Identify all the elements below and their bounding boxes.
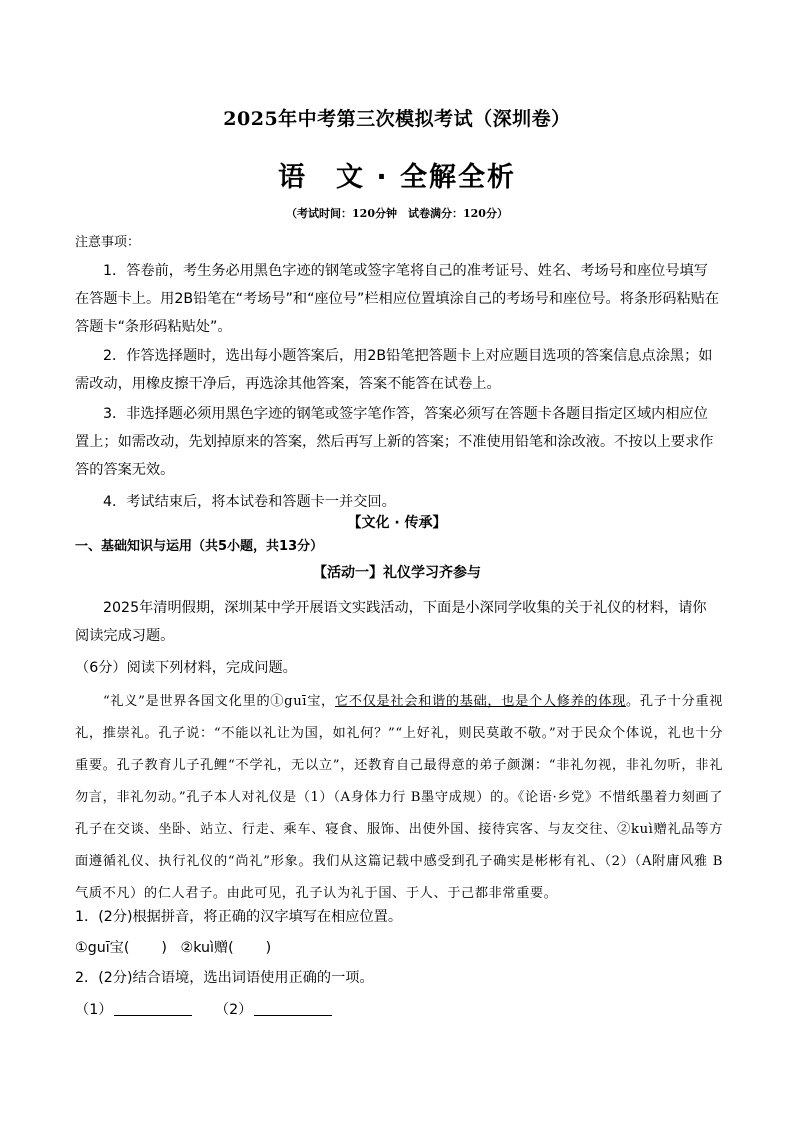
notice-item-1: 1．答卷前，考生务必用黑色字迹的钢笔或签字笔将自己的准考证号、姓名、考场号和座位号填写在答题卡上。用2B铅笔在“考场号”和“座位号”栏相应位置填涂自己的考场号和座位号。将条形码粘贴在答题卡“条形码粘贴处”。 bbox=[75, 263, 720, 335]
question-2: 2．(2分)结合语境，选出词语使用正确的一项。 bbox=[75, 970, 374, 986]
exam-title: 2025年中考第三次模拟考试（深圳卷） bbox=[223, 108, 571, 130]
notice-item-4: 4．考试结束后，将本试卷和答题卡一并交回。 bbox=[103, 494, 396, 510]
subject-title: 语 文 · 全解全析 bbox=[277, 162, 517, 193]
activity-intro: 2025年清明假期，深圳某中学开展语文实践活动，下面是小深同学收集的关于礼仪的材料，请你阅读完成习题。 bbox=[75, 600, 707, 644]
notice-heading: 注意事项： bbox=[75, 235, 141, 250]
question-1-item-1-close: ) bbox=[161, 940, 167, 956]
passage-part-2: 。孔子十分重视礼，推崇礼。孔子说：“不能以礼让为国，如礼何？”“上好礼，则民莫敢不敬。”对于民众个体说，礼也十分重要。孔子教育儿子孔鲤“不学礼，无以立”，还教育自己最得意的弟子颜渊：“非礼勿视，非礼勿听，非礼勿言，非礼勿动。”孔子本人对礼仪是（1）（A身体力行 B墨守成规）的。《论语·乡党》不惜纸墨着力刻画了孔子在交谈、坐卧、站立、行走、乘车、寝食、服饰、出使外国、接待宾客、与友交往、②kuì赠礼品等方面遵循礼仪、执行礼仪的“尚礼”形象。我们从这篇记载中感受到孔子确实是彬彬有礼、（2）（A附庸风雅 B气质不凡）的仁人君子。由此可见，孔子认为礼于国、于人、于己都非常重要。 bbox=[75, 694, 723, 901]
activity-heading: 【活动一】礼仪学习齐参与 bbox=[313, 565, 481, 581]
passage-part-1: “礼义”是世界各国文化里的①guī宝， bbox=[103, 694, 335, 709]
question-1-item-2: ②kuì赠( bbox=[180, 940, 234, 956]
question-1-item-1: ①guī宝( bbox=[75, 940, 130, 956]
exam-info: （考试时间：120分钟 试卷满分：120分） bbox=[286, 207, 508, 220]
answer-blank-2[interactable] bbox=[254, 999, 332, 1016]
question-2-label-2: （2） bbox=[214, 1002, 253, 1018]
material-label: （6分）阅读下列材料，完成问题。 bbox=[75, 660, 297, 676]
section-heading: 一、基础知识与运用（共5小题，共13分） bbox=[75, 539, 324, 554]
question-1-item-2-close: ) bbox=[265, 940, 272, 956]
notice-item-2: 2．作答选择题时，选出每小题答案后，用2B铅笔把答题卡上对应题目选项的答案信息点涂黑；如需改动，用橡皮擦干净后，再选涂其他答案，答案不能答在试卷上。 bbox=[75, 348, 713, 392]
reading-passage bbox=[75, 686, 723, 910]
question-2-answers bbox=[75, 996, 720, 1024]
passage-underlined-sentence: 它不仅是社会和谐的基础，也是个人修养的体现 bbox=[334, 694, 627, 709]
question-2-label-1: （1） bbox=[75, 1002, 113, 1018]
question-1: 1．(2分)根据拼音，将正确的汉字填写在相应位置。 bbox=[75, 909, 403, 925]
notice-item-3: 3．非选择题必须用黑色字迹的钢笔或签字笔作答，答案必须写在答题卡各题目指定区域内相应位置上；如需改动，先划掉原来的答案，然后再写上新的答案；不准使用铅笔和涂改液。不按以上要求作答的答案无效。 bbox=[75, 406, 714, 478]
question-1-answers bbox=[75, 934, 720, 962]
culture-heading: 【文化 · 传承】 bbox=[347, 515, 447, 531]
answer-blank-1[interactable] bbox=[114, 999, 192, 1016]
